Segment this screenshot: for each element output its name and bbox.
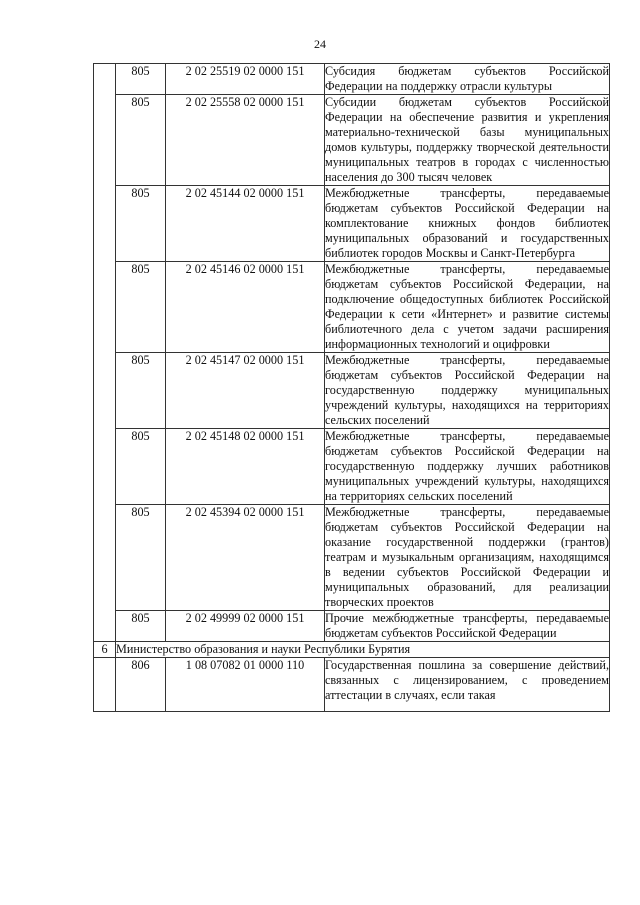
description-cell: Межбюджетные трансферты, передаваемые бюджетам субъектов Российской Федерации на комплектование книжных фондов библиотек муниципальных образований и государственных библиотек городов Москвы и Санкт-Петербурга — [325, 186, 609, 260]
budget-code-cell: 1 08 07082 01 0000 110 — [166, 658, 325, 712]
table-row — [94, 64, 610, 95]
description-cell: Государственная пошлина за совершение действий, связанных с лицензированием, с проведением аттестации в случаях, если такая — [325, 658, 610, 712]
section-number-cell — [94, 64, 116, 642]
admin-code-cell: 805 — [116, 505, 166, 611]
page-number: 24 — [314, 37, 326, 51]
ministry-number-cell: 6 — [94, 642, 116, 658]
description-cell: Межбюджетные трансферты, передаваемые бюджетам субъектов Российской Федерации на государственную поддержку муниципальных учреждений культуры, находящихся на территориях сельских поселений — [325, 353, 609, 427]
description-cell: Субсидия бюджетам субъектов Российской Федерации на поддержку отрасли культуры — [325, 64, 609, 93]
table-row — [94, 429, 610, 505]
budget-code-cell: 2 02 25519 02 0000 151 — [166, 64, 325, 95]
budget-code-cell: 2 02 45146 02 0000 151 — [166, 262, 325, 353]
admin-code-cell: 805 — [116, 262, 166, 353]
table-row — [94, 658, 610, 712]
table-row — [94, 611, 610, 642]
budget-code-cell: 2 02 49999 02 0000 151 — [166, 611, 325, 642]
admin-code-cell: 805 — [116, 353, 166, 429]
description-cell: Межбюджетные трансферты, передаваемые бюджетам субъектов Российской Федерации на государственную поддержку лучших работников муниципальных учреждений культуры, находящихся на территориях сельских поселений — [325, 429, 609, 503]
description-cell: Межбюджетные трансферты, передаваемые бюджетам субъектов Российской Федерации, на подключение общедоступных библиотек Российской Федерации к сети «Интернет» и развитие системы библиотечного дела с учетом задачи расширения информационных технологий и оцифровки — [325, 262, 609, 351]
admin-code-cell: 806 — [116, 658, 166, 712]
budget-code-cell: 2 02 45147 02 0000 151 — [166, 353, 325, 429]
admin-code-cell: 805 — [116, 186, 166, 262]
table-row — [94, 95, 610, 186]
description-cell: Межбюджетные трансферты, передаваемые бюджетам субъектов Российской Федерации на оказание государственной поддержки (грантов) театрам и музыкальным организациям, находящимся в ведении субъектов Российской Федерации и муниципальных образований, для реализации творческих проектов — [325, 505, 609, 609]
budget-code-cell: 2 02 45144 02 0000 151 — [166, 186, 325, 262]
table-row — [94, 186, 610, 262]
table-row — [94, 262, 610, 353]
budget-code-cell: 2 02 45148 02 0000 151 — [166, 429, 325, 505]
budget-classification-table — [93, 63, 610, 712]
budget-code-cell: 2 02 45394 02 0000 151 — [166, 505, 325, 611]
budget-code-cell: 2 02 25558 02 0000 151 — [166, 95, 325, 186]
admin-code-cell: 805 — [116, 95, 166, 186]
admin-code-cell: 805 — [116, 429, 166, 505]
section-number-cell — [94, 658, 116, 712]
admin-code-cell: 805 — [116, 611, 166, 642]
table-row — [94, 353, 610, 429]
ministry-name-cell: Министерство образования и науки Республики Бурятия — [116, 642, 610, 658]
description-cell: Субсидии бюджетам субъектов Российской Федерации на обеспечение развития и укрепления материально-технической базы муниципальных домов культуры, поддержку творческой деятельности муниципальных театров в городах с численностью населения до 300 тысяч человек — [325, 95, 609, 184]
table-row — [94, 505, 610, 611]
description-cell: Прочие межбюджетные трансферты, передаваемые бюджетам субъектов Российской Федерации — [325, 611, 609, 640]
ministry-header-row — [94, 642, 610, 658]
admin-code-cell: 805 — [116, 64, 166, 95]
